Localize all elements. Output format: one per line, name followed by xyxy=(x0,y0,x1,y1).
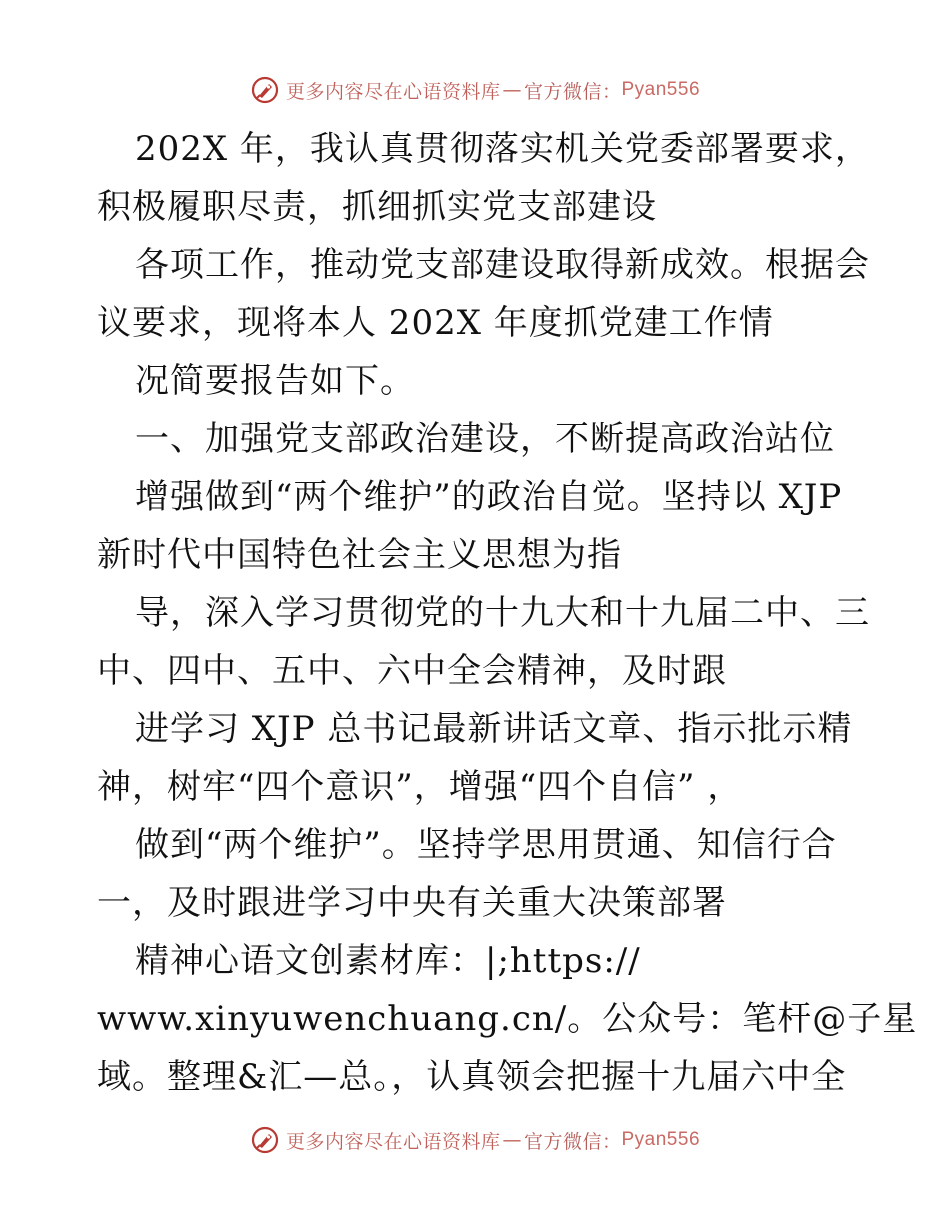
pen-nib-circle-icon xyxy=(250,1125,280,1155)
body-line: 导，深入学习贯彻党的十九大和十九届二中、三 xyxy=(135,593,870,633)
body-line: 新时代中国特色社会主义思想为指 xyxy=(97,535,622,575)
body-line: 积极履职尽责，抓细抓实党支部建设 xyxy=(97,187,657,227)
header-watermark xyxy=(0,72,950,108)
body-line: 中、四中、五中、六中全会精神，及时跟 xyxy=(97,651,727,691)
section-heading: 一、加强党支部政治建设，不断提高政治站位 xyxy=(135,419,835,459)
body-line: 况简要报告如下。 xyxy=(135,361,415,401)
pen-nib-circle-icon xyxy=(250,75,280,105)
watermark-official-label: 官方微信： xyxy=(523,1130,622,1153)
watermark-official-label: 官方微信： xyxy=(523,80,622,103)
body-line: 一，及时跟进学习中央有关重大决策部署 xyxy=(97,883,727,923)
body-line: 增强做到“两个维护”的政治自觉。坚持以 XJP xyxy=(135,477,843,517)
body-line: 各项工作，推动党支部建设取得新成效。根据会 xyxy=(135,245,870,285)
body-line: 做到“两个维护”。坚持学思用贯通、知信行合 xyxy=(135,825,837,865)
body-line: 精神心语文创素材库：|;https:// xyxy=(135,941,641,981)
watermark-dash: — xyxy=(502,1129,522,1151)
watermark-dash: — xyxy=(502,79,522,101)
body-line: www.xinyuwenchuang.cn/。公众号：笔杆@子星 xyxy=(97,999,918,1039)
body-line: 神，树牢“四个意识”，增强“四个自信” ， xyxy=(97,767,743,807)
footer-watermark xyxy=(0,1122,950,1158)
body-line: 进学习 XJP 总书记最新讲话文章、指示批示精 xyxy=(135,709,853,749)
body-line: 域。整理&汇—总。，认真领会把握十九届六中全 xyxy=(97,1057,847,1097)
watermark-site-text: 更多内容尽在心语资料库 xyxy=(285,80,501,103)
watermark-site-text: 更多内容尽在心语资料库 xyxy=(285,1130,501,1153)
watermark-account-id: Pyan556 xyxy=(621,1129,701,1150)
body-line: 202X 年，我认真贯彻落实机关党委部署要求， xyxy=(135,129,870,169)
body-line: 议要求，现将本人 202X 年度抓党建工作情 xyxy=(97,303,774,343)
watermark-account-id: Pyan556 xyxy=(621,79,701,100)
